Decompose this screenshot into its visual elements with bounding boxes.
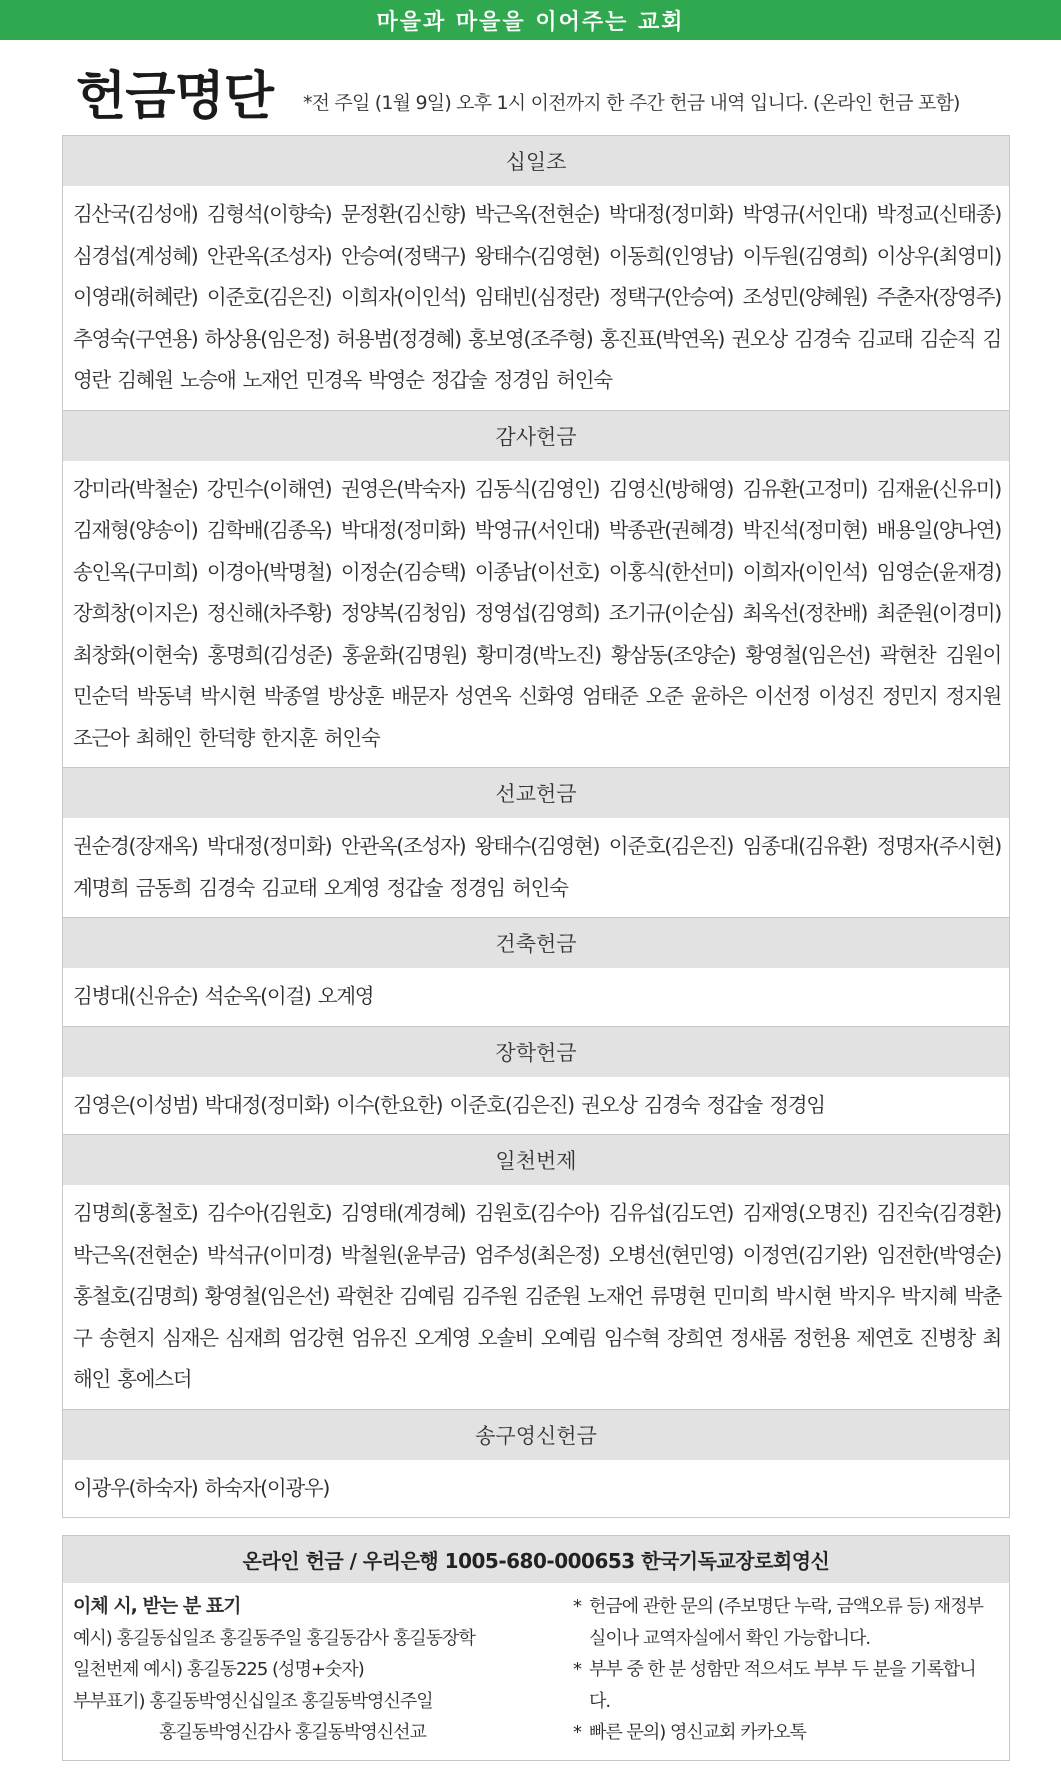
section-header-new-year: 송구영신헌금	[63, 1409, 1009, 1460]
section-names-tithe: 김산국(김성애) 김형석(이향숙) 문정환(김신향) 박근옥(전현순) 박대정(정미화) 박영규(서인대) 박정교(신태종) 심경섭(계성혜) 안관옥(조성자) 안승여(정택구) 왕태수(김영현) 이동희(인영남) 이두원(김영희) 이상우(최영미) 이영래(허혜란) 이준호(김은진) 이희자(이인석) 임태빈(심정란) 정택구(안승여) 조성민(양혜원) 주춘자(장영주) 추영숙(구연용) 하상용(임은정) 허용범(정경혜) 홍보영(조주형) 홍진표(박연옥) 권오상 김경숙 김교태 김순직 김영란 김혜원 노승애 노재언 민경옥 박영순 정갑술 정경임 허인숙	[73, 202, 1001, 392]
title-row	[0, 40, 1061, 135]
inquiry-note-1	[573, 1591, 993, 1654]
note-text: 헌금에 관한 문의 (주보명단 누락, 금액오류 등) 재정부실이나 교역자실에서 확인 가능합니다.	[589, 1596, 983, 1649]
section-names-building: 김병대(신유순) 석순옥(이걸) 오계영	[73, 984, 374, 1008]
section-header-tithe: 십일조	[63, 136, 1009, 186]
section-names-thousand-offerings: 김명희(홍철호) 김수아(김원호) 김영태(계경혜) 김원호(김수아) 김유섭(김도연) 김재영(오명진) 김진숙(김경환) 박근옥(전현순) 박석규(이미경) 박철원(윤부금) 엄주성(최은정) 오병선(현민영) 이정연(김기완) 임전한(박영순) 홍철호(김명희) 황영철(임은선) 곽현찬 김예림 김주원 김준원 노재언 류명현 민미희 박시현 박지우 박지혜 박춘구 송현지 심재은 심재희 엄강현 엄유진 오계영 오솔비 오예림 임수혁 장희연 정새롬 정헌용 제연호 진병창 최해인 홍에스더	[73, 1201, 1001, 1391]
inquiry-note-2	[573, 1654, 993, 1717]
section-header-scholarship: 장학헌금	[63, 1026, 1009, 1077]
top-banner	[0, 0, 1061, 40]
transfer-example-3: 부부표기) 홍길동박영신십일조 홍길동박영신주일	[73, 1690, 433, 1712]
banner-text: 마을과 마을을 이어주는 교회	[376, 9, 685, 35]
section-names-scholarship: 김영은(이성범) 박대정(정미화) 이수(한요한) 이준호(김은진) 권오상 김경숙 정갑술 정경임	[73, 1092, 825, 1117]
page-title: 헌금명단	[76, 67, 273, 127]
section-header-thanksgiving: 감사헌금	[63, 410, 1009, 461]
section-names-thanksgiving: 강미라(박철순) 강민수(이해연) 권영은(박숙자) 김동식(김영인) 김영신(방해영) 김유환(고정미) 김재윤(신유미) 김재형(양송이) 김학배(김종옥) 박대정(정미화) 박영규(서인대) 박종관(권혜경) 박진석(정미현) 배용일(양나연) 송인옥(구미희) 이경아(박명철) 이정순(김승택) 이종남(이선호) 이홍식(한선미) 이희자(이인석) 임영순(윤재경) 장희창(이지은) 정신해(차주황) 정양복(김청임) 정영섭(김영희) 조기규(이순심) 최옥선(정찬배) 최준원(이경미) 최창화(이현숙) 홍명희(김성준) 홍윤화(김명원) 황미경(박노진) 황삼동(조양순) 황영철(임은선) 곽현찬 김원이 민순덕 박동녁 박시현 박종열 방상훈 배문자 성연옥 신화영 엄태준 오준 윤하은 이선정 이성진 정민지 정지원 조근아 최해인 한덕향 한지훈 허인숙	[73, 476, 1001, 750]
note-asterisk: *	[573, 1596, 581, 1617]
transfer-example-4: 홍길동박영신감사 홍길동박영신선교	[159, 1722, 426, 1743]
offering-list	[62, 135, 1010, 1518]
section-header-building: 건축헌금	[63, 917, 1009, 968]
online-offering-header: 온라인 헌금 / 우리은행 1005-680-000653 한국기독교장로회영신	[63, 1536, 1009, 1583]
note-text: 빠른 문의) 영신교회 카카오톡	[589, 1722, 806, 1743]
transfer-example-2: 일천번제 예시) 홍길동225 (성명+숫자)	[73, 1659, 364, 1680]
inquiry-notes	[573, 1591, 993, 1749]
transfer-heading: 이체 시, 받는 분 표기	[73, 1595, 241, 1617]
transfer-instructions	[73, 1591, 573, 1749]
section-names-new-year: 이광우(하숙자) 하숙자(이광우)	[73, 1475, 330, 1500]
note-asterisk: *	[573, 1659, 581, 1680]
section-header-mission: 선교헌금	[63, 767, 1009, 818]
note-asterisk: *	[573, 1722, 581, 1743]
note-text: 부부 중 한 분 성함만 적으셔도 부부 두 분을 기록합니다.	[589, 1659, 976, 1712]
period-note: *전 주일 (1월 9일) 오후 1시 이전까지 한 주간 헌금 내역 입니다. (온라인 헌금 포함)	[302, 92, 960, 114]
online-offering-box	[62, 1535, 1010, 1761]
section-header-thousand-offerings: 일천번제	[63, 1134, 1009, 1185]
inquiry-note-3	[573, 1717, 993, 1749]
section-names-mission: 권순경(장재옥) 박대정(정미화) 안관옥(조성자) 왕태수(김영현) 이준호(김은진) 임종대(김유환) 정명자(주시현) 계명희 금동희 김경숙 김교태 오계영 정갑술 정경임 허인숙	[73, 834, 1001, 900]
online-offering-body	[63, 1583, 1009, 1749]
transfer-example-1: 예시) 홍길동십일조 홍길동주일 홍길동감사 홍길동장학	[73, 1627, 475, 1649]
